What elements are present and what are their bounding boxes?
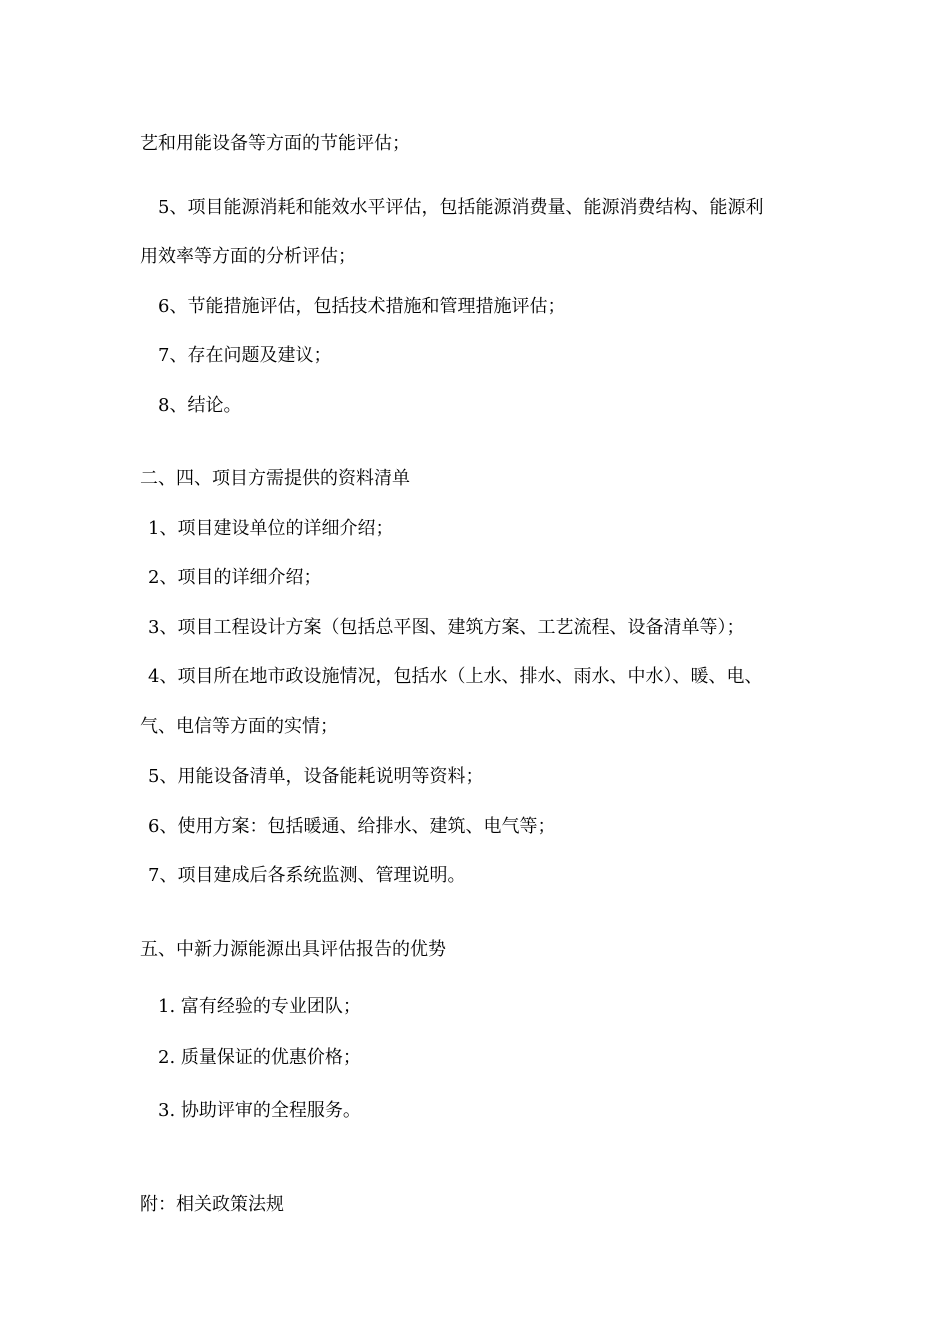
materials-item-1: 1、项目建设单位的详细介绍； — [148, 518, 394, 539]
list-item-6: 6、节能措施评估，包括技术措施和管理措施评估； — [158, 296, 566, 317]
list-item-5-line-1: 5、项目能源消耗和能效水平评估，包括能源消费量、能源消费结构、能源利 — [158, 197, 764, 218]
advantages-item-3: 3. 协助评审的全程服务。 — [158, 1100, 361, 1121]
section-heading-advantages: 五、中新力源能源出具评估报告的优势 — [140, 939, 446, 960]
materials-item-5: 5、用能设备清单，设备能耗说明等资料； — [148, 766, 484, 787]
materials-item-2: 2、项目的详细介绍； — [148, 567, 322, 588]
list-item-5-line-2: 用效率等方面的分析评估； — [140, 246, 356, 267]
materials-item-3: 3、项目工程设计方案（包括总平图、建筑方案、工艺流程、设备清单等）； — [148, 617, 745, 638]
materials-item-4-line-2: 气、电信等方面的实情； — [140, 716, 338, 737]
section-heading-materials: 二、四、项目方需提供的资料清单 — [140, 468, 410, 489]
paragraph-line: 艺和用能设备等方面的节能评估； — [140, 133, 410, 154]
list-item-7: 7、存在问题及建议； — [158, 345, 332, 366]
materials-item-6: 6、使用方案：包括暖通、给排水、建筑、电气等； — [148, 816, 556, 837]
advantages-item-1: 1. 富有经验的专业团队； — [158, 996, 361, 1017]
materials-item-7: 7、项目建成后各系统监测、管理说明。 — [148, 865, 466, 886]
appendix-heading: 附：相关政策法规 — [140, 1194, 284, 1215]
list-item-8: 8、结论。 — [158, 395, 242, 416]
advantages-item-2: 2. 质量保证的优惠价格； — [158, 1047, 361, 1068]
materials-item-4-line-1: 4、项目所在地市政设施情况，包括水（上水、排水、雨水、中水）、暖、电、 — [148, 666, 763, 687]
